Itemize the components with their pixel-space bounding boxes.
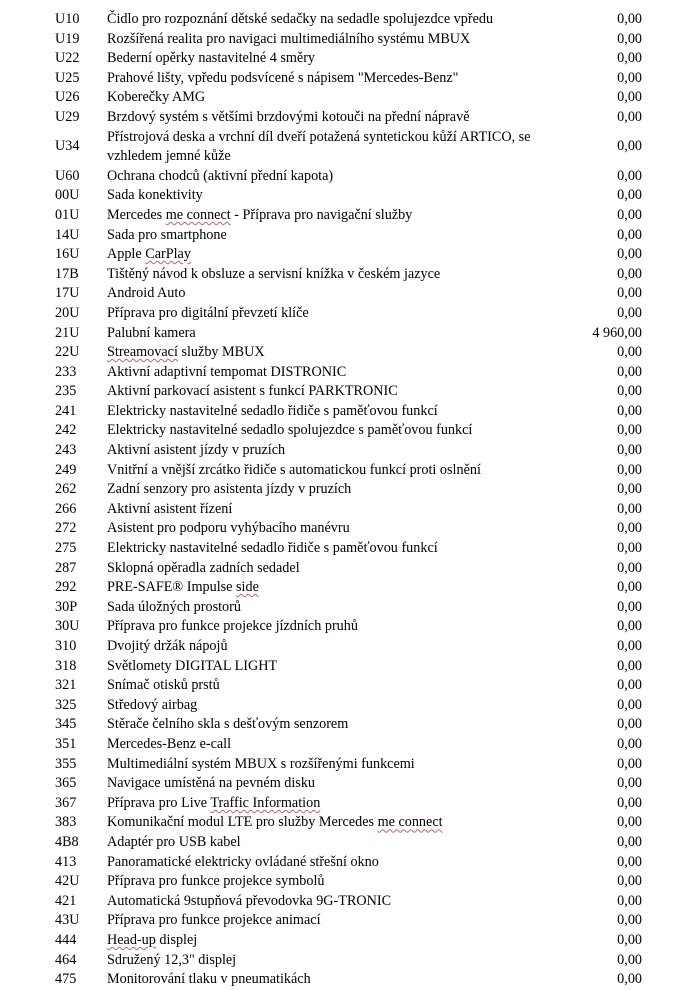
option-description: Příprava pro funkce projekce symbolů bbox=[107, 873, 325, 890]
table-row bbox=[55, 539, 642, 559]
option-code: 30P bbox=[55, 598, 78, 615]
table-row bbox=[55, 813, 642, 833]
option-description: Čidlo pro rozpoznání dětské sedačky na sedadle spolujezdce vpředu bbox=[107, 11, 494, 27]
option-code: U10 bbox=[55, 11, 80, 27]
option-price: 0,00 bbox=[617, 500, 642, 517]
table-row bbox=[55, 480, 642, 500]
option-description: Elektricky nastavitelné sedadlo spolujezdce s paměťovou funkcí bbox=[107, 422, 473, 439]
option-price: 0,00 bbox=[617, 50, 642, 67]
option-code: 287 bbox=[55, 559, 77, 576]
table-row bbox=[55, 304, 642, 324]
option-description: Prahové lišty, vpředu podsvícené s nápisem "Mercedes-Benz" bbox=[107, 69, 459, 86]
option-description: Sada pro smartphone bbox=[107, 226, 227, 243]
table-row bbox=[55, 245, 642, 265]
option-code: 321 bbox=[55, 677, 77, 694]
table-row bbox=[55, 598, 642, 618]
option-price: 0,00 bbox=[617, 735, 642, 752]
table-row bbox=[55, 363, 642, 383]
table-row bbox=[55, 931, 642, 951]
option-description: Adaptér pro USB kabel bbox=[107, 833, 241, 850]
option-code: U60 bbox=[55, 167, 80, 184]
equipment-options-table bbox=[55, 10, 642, 990]
option-price: 0,00 bbox=[617, 461, 642, 478]
spellcheck-mark: Traffic Information bbox=[210, 794, 321, 811]
option-code: U34 bbox=[55, 138, 80, 155]
option-description: Android Auto bbox=[107, 285, 186, 302]
table-row bbox=[55, 774, 642, 794]
option-price: 0,00 bbox=[617, 138, 642, 155]
option-price: 0,00 bbox=[617, 108, 642, 125]
option-code: 241 bbox=[55, 402, 77, 419]
table-row bbox=[55, 265, 642, 285]
option-code: 14U bbox=[55, 226, 80, 243]
option-price: 0,00 bbox=[617, 559, 642, 576]
table-row bbox=[55, 402, 642, 422]
option-description: Elektricky nastavitelné sedadlo řidiče s paměťovou funkcí bbox=[107, 540, 438, 557]
option-description: Mercedes-Benz e-call bbox=[107, 735, 232, 752]
table-row bbox=[55, 284, 642, 304]
option-description: Aktivní adaptivní tempomat DISTRONIC bbox=[107, 363, 347, 380]
option-description: PRE-SAFE® Impulse side bbox=[107, 579, 259, 596]
option-code: 243 bbox=[55, 442, 77, 459]
option-price: 0,00 bbox=[617, 285, 642, 302]
table-row bbox=[55, 108, 642, 128]
table-row bbox=[55, 559, 642, 579]
table-row bbox=[55, 617, 642, 637]
table-row bbox=[55, 186, 642, 206]
option-code: 367 bbox=[55, 794, 77, 811]
option-description: Příprava pro funkce projekce animací bbox=[107, 912, 321, 929]
table-row bbox=[55, 49, 642, 69]
option-price: 0,00 bbox=[617, 716, 642, 733]
option-price: 0,00 bbox=[617, 246, 642, 263]
option-price: 0,00 bbox=[617, 481, 642, 498]
option-description: Aktivní asistent řízení bbox=[107, 500, 233, 517]
option-code: 365 bbox=[55, 775, 77, 792]
table-row bbox=[55, 715, 642, 735]
table-row bbox=[55, 637, 642, 657]
option-description: Automatická 9stupňová převodovka 9G-TRONIC bbox=[107, 892, 392, 909]
option-code: 262 bbox=[55, 481, 77, 498]
table-row bbox=[55, 911, 642, 931]
option-price: 0,00 bbox=[617, 853, 642, 870]
option-description: Streamovací služby MBUX bbox=[107, 344, 265, 361]
table-row bbox=[55, 892, 642, 912]
option-code: 383 bbox=[55, 814, 77, 831]
option-description: Asistent pro podporu vyhýbacího manévru bbox=[107, 520, 350, 537]
table-row bbox=[55, 970, 642, 990]
option-price: 0,00 bbox=[617, 167, 642, 184]
option-price: 0,00 bbox=[617, 638, 642, 654]
option-price: 0,00 bbox=[617, 814, 642, 831]
option-description: Sklopná opěradla zadních sedadel bbox=[107, 559, 300, 576]
spellcheck-mark: side bbox=[236, 579, 259, 596]
option-description: Mercedes me connect - Příprava pro navigační služby bbox=[107, 206, 413, 223]
table-row bbox=[55, 500, 642, 520]
option-price: 0,00 bbox=[617, 265, 642, 282]
option-code: 272 bbox=[55, 520, 77, 537]
option-code: 4B8 bbox=[55, 833, 79, 850]
option-code: 00U bbox=[55, 187, 80, 204]
table-row bbox=[55, 69, 642, 89]
option-description: Ochrana chodců (aktivní přední kapota) bbox=[107, 167, 334, 184]
option-description: Navigace umístěná na pevném disku bbox=[107, 775, 316, 792]
option-price: 0,00 bbox=[617, 618, 642, 635]
table-row bbox=[55, 755, 642, 775]
option-price: 0,00 bbox=[617, 520, 642, 537]
option-code: 266 bbox=[55, 500, 77, 517]
option-price: 0,00 bbox=[617, 344, 642, 361]
option-price: 0,00 bbox=[617, 579, 642, 596]
option-code: 355 bbox=[55, 755, 77, 772]
option-price: 0,00 bbox=[617, 206, 642, 223]
option-description: Multimediální systém MBUX s rozšířenými funkcemi bbox=[107, 755, 415, 772]
option-price: 0,00 bbox=[617, 422, 642, 439]
table-row bbox=[55, 676, 642, 696]
option-description: Monitorování tlaku v pneumatikách bbox=[107, 971, 311, 988]
option-price: 0,00 bbox=[617, 69, 642, 86]
option-code: U25 bbox=[55, 69, 80, 86]
table-row bbox=[55, 88, 642, 108]
option-description: Příprava pro Live Traffic Information bbox=[107, 794, 321, 811]
option-description: Bederní opěrky nastavitelné 4 směry bbox=[107, 50, 316, 67]
spellcheck-mark: Streamovací bbox=[107, 344, 178, 361]
option-code: 318 bbox=[55, 657, 77, 674]
option-description: Aktivní parkovací asistent s funkcí PARKTRONIC bbox=[107, 383, 398, 400]
option-code: 249 bbox=[55, 461, 77, 478]
option-price: 0,00 bbox=[617, 402, 642, 419]
table-row bbox=[55, 872, 642, 892]
table-row bbox=[55, 951, 642, 971]
spellcheck-mark: CarPlay bbox=[145, 246, 191, 263]
option-description: Head-up displej bbox=[107, 931, 198, 948]
option-price: 0,00 bbox=[617, 30, 642, 47]
option-price: 0,00 bbox=[617, 304, 642, 321]
option-description: Sada konektivity bbox=[107, 187, 203, 204]
spellcheck-mark: me connect bbox=[165, 206, 231, 223]
option-description: Koberečky AMG bbox=[107, 89, 206, 106]
table-body bbox=[55, 10, 642, 990]
option-price: 0,00 bbox=[617, 833, 642, 850]
option-code: U22 bbox=[55, 50, 80, 67]
table-row bbox=[55, 519, 642, 539]
option-description: Elektricky nastavitelné sedadlo řidiče s paměťovou funkcí bbox=[107, 402, 438, 419]
option-code: 42U bbox=[55, 873, 80, 890]
option-price: 0,00 bbox=[617, 540, 642, 557]
option-price: 0,00 bbox=[617, 696, 642, 713]
table-row bbox=[55, 657, 642, 677]
option-price: 0,00 bbox=[617, 971, 642, 988]
option-code: 444 bbox=[55, 931, 77, 948]
table-row bbox=[55, 128, 642, 167]
option-code: U26 bbox=[55, 89, 80, 106]
option-code: 01U bbox=[55, 206, 80, 223]
option-description: Panoramatické elektricky ovládané střešní okno bbox=[107, 853, 379, 870]
option-price: 0,00 bbox=[617, 11, 642, 27]
table-row bbox=[55, 833, 642, 853]
spellcheck-mark: me connect bbox=[377, 814, 443, 831]
option-description: Aktivní asistent jízdy v pruzích bbox=[107, 442, 286, 459]
table-row bbox=[55, 421, 642, 441]
option-description: Přístrojová deska a vrchní díl dveří potažená syntetickou kůží ARTICO, se vzhledem jemné kůže bbox=[107, 128, 531, 165]
option-price: 0,00 bbox=[617, 775, 642, 792]
table-row bbox=[55, 441, 642, 461]
table-row bbox=[55, 578, 642, 598]
option-code: 21U bbox=[55, 324, 80, 341]
option-price: 0,00 bbox=[617, 598, 642, 615]
option-description: Snímač otisků prstů bbox=[107, 677, 220, 694]
table-row bbox=[55, 794, 642, 814]
table-row bbox=[55, 167, 642, 187]
table-row bbox=[55, 696, 642, 716]
option-price: 0,00 bbox=[617, 755, 642, 772]
option-description: Palubní kamera bbox=[107, 324, 196, 341]
option-description: Vnitřní a vnější zrcátko řidiče s automatickou funkcí proti oslnění bbox=[107, 461, 481, 478]
option-price: 0,00 bbox=[617, 363, 642, 380]
option-code: 242 bbox=[55, 422, 77, 439]
option-code: 345 bbox=[55, 716, 77, 733]
option-code: 413 bbox=[55, 853, 77, 870]
option-code: 17U bbox=[55, 285, 80, 302]
option-price: 0,00 bbox=[617, 187, 642, 204]
table-row bbox=[55, 735, 642, 755]
option-description: Stěrače čelního skla s dešťovým senzorem bbox=[107, 716, 349, 733]
option-description: Tištěný návod k obsluze a servisní knížka v českém jazyce bbox=[107, 265, 441, 282]
option-description: Sada úložných prostorů bbox=[107, 598, 241, 615]
table-row bbox=[55, 382, 642, 402]
option-price: 0,00 bbox=[617, 383, 642, 400]
option-code: 30U bbox=[55, 618, 80, 635]
option-price: 0,00 bbox=[617, 442, 642, 459]
option-code: U29 bbox=[55, 108, 80, 125]
table-row bbox=[55, 10, 642, 30]
option-price: 0,00 bbox=[617, 951, 642, 968]
table-row bbox=[55, 226, 642, 246]
option-code: 233 bbox=[55, 363, 77, 380]
table-row bbox=[55, 206, 642, 226]
option-price: 0,00 bbox=[617, 226, 642, 243]
table-row bbox=[55, 324, 642, 344]
option-description: Rozšířená realita pro navigaci multimediálního systému MBUX bbox=[107, 30, 471, 47]
option-code: 310 bbox=[55, 638, 77, 654]
table-row bbox=[55, 343, 642, 363]
option-price: 0,00 bbox=[617, 873, 642, 890]
option-description: Světlomety DIGITAL LIGHT bbox=[107, 657, 278, 674]
option-code: 235 bbox=[55, 383, 77, 400]
option-code: 292 bbox=[55, 579, 77, 596]
option-description: Brzdový systém s většími brzdovými kotouči na přední nápravě bbox=[107, 108, 470, 125]
option-description: Komunikační modul LTE pro služby Mercedes me connect bbox=[107, 814, 443, 831]
option-price: 0,00 bbox=[617, 892, 642, 909]
option-description: Středový airbag bbox=[107, 696, 198, 713]
option-code: 351 bbox=[55, 735, 77, 752]
option-code: 275 bbox=[55, 540, 77, 557]
option-price: 0,00 bbox=[617, 677, 642, 694]
table-row bbox=[55, 853, 642, 873]
option-code: 43U bbox=[55, 912, 80, 929]
option-code: 464 bbox=[55, 951, 77, 968]
option-description: Apple CarPlay bbox=[107, 246, 191, 263]
spellcheck-mark: Head-up bbox=[107, 931, 156, 948]
option-code: 17B bbox=[55, 265, 79, 282]
option-description: Dvojitý držák nápojů bbox=[107, 638, 228, 654]
option-price: 0,00 bbox=[617, 89, 642, 106]
option-description: Sdružený 12,3" displej bbox=[107, 951, 237, 968]
option-code: 16U bbox=[55, 246, 80, 263]
option-code: 22U bbox=[55, 344, 80, 361]
option-code: 475 bbox=[55, 971, 77, 988]
option-code: 421 bbox=[55, 892, 77, 909]
option-description: Příprava pro digitální převzetí klíče bbox=[107, 304, 309, 321]
table-row bbox=[55, 461, 642, 481]
option-price: 0,00 bbox=[617, 794, 642, 811]
option-code: U19 bbox=[55, 30, 80, 47]
option-price: 0,00 bbox=[617, 657, 642, 674]
option-description: Příprava pro funkce projekce jízdních pruhů bbox=[107, 618, 358, 635]
option-description: Zadní senzory pro asistenta jízdy v pruzích bbox=[107, 481, 352, 498]
table-row bbox=[55, 30, 642, 50]
option-price: 4 960,00 bbox=[592, 324, 642, 341]
option-code: 20U bbox=[55, 304, 80, 321]
option-price: 0,00 bbox=[617, 931, 642, 948]
option-code: 325 bbox=[55, 696, 77, 713]
option-price: 0,00 bbox=[617, 912, 642, 929]
